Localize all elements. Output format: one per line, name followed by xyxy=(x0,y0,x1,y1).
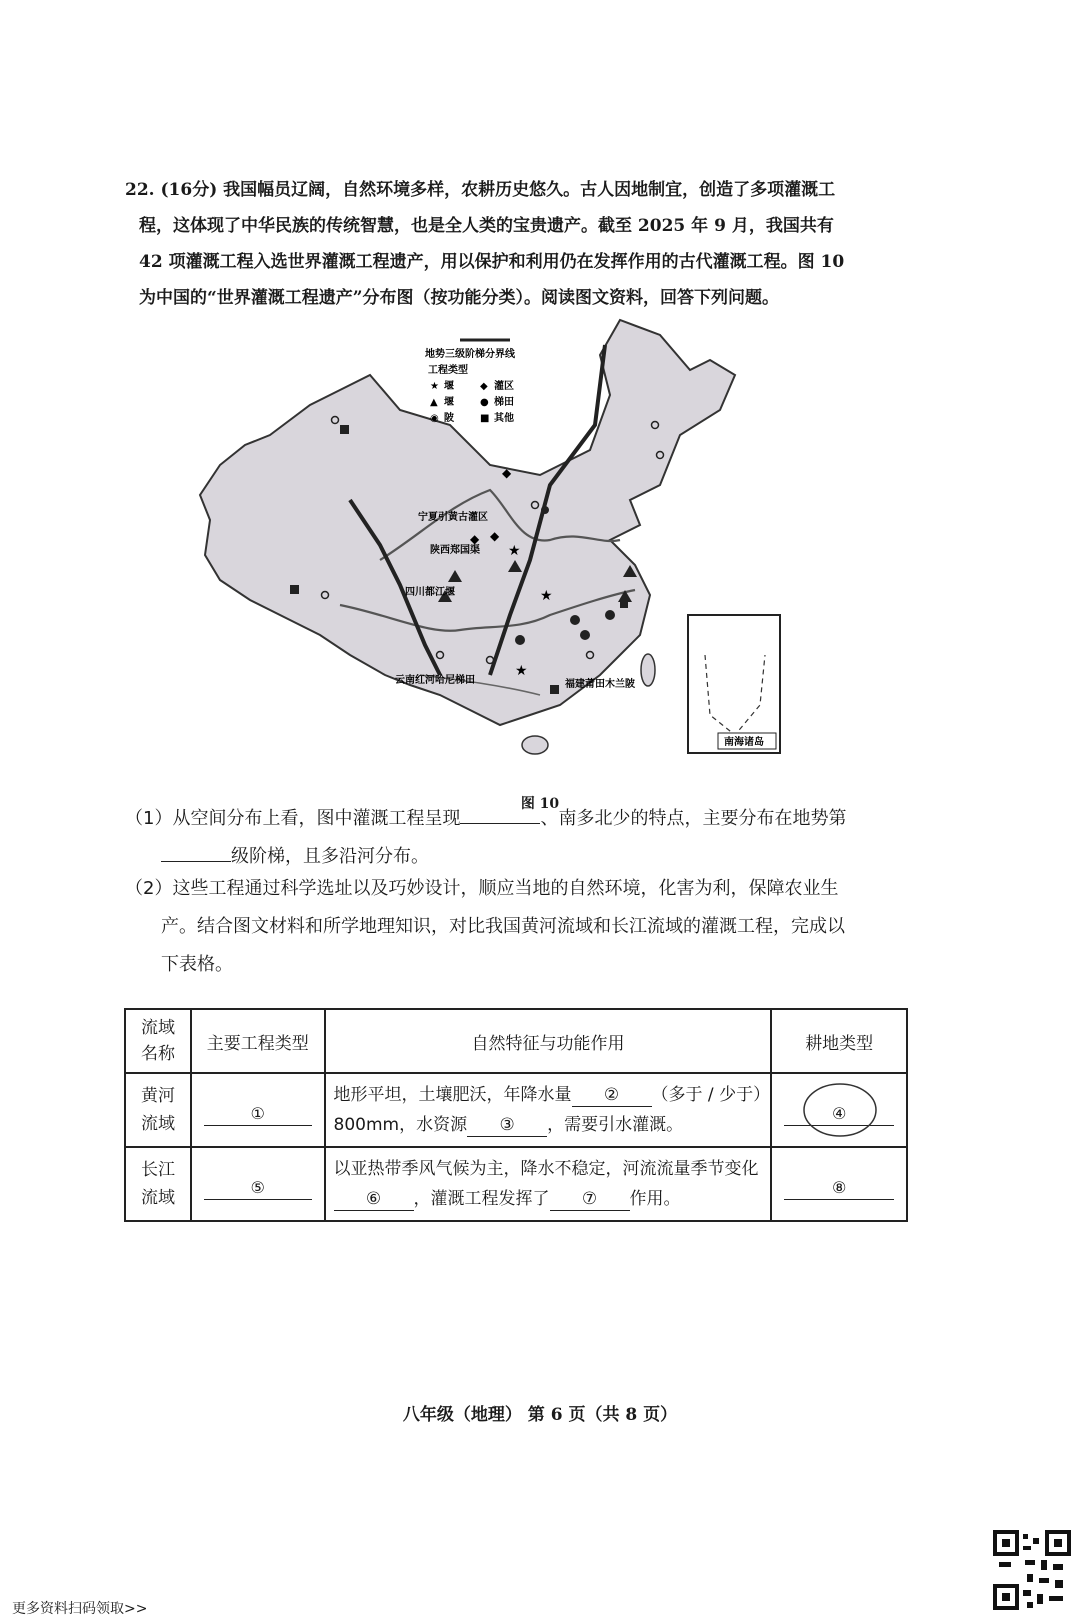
legend-item-2: 灌区 xyxy=(494,381,514,392)
diamond-icon: ◆ xyxy=(480,381,488,392)
answer-field-2[interactable]: ② xyxy=(572,1084,652,1107)
triangle-icon: ▲ xyxy=(430,397,438,408)
answer-field-4[interactable]: ④ xyxy=(784,1103,894,1126)
desc-text: ，需要引水灌溉。 xyxy=(547,1115,684,1135)
row-yangtze-land-cell xyxy=(771,1147,907,1221)
site-marker-dot xyxy=(515,635,525,645)
header-basin-name: 流域名称 xyxy=(125,1009,191,1073)
legend-types: 工程类型 xyxy=(428,365,468,376)
site-marker-square xyxy=(290,585,299,594)
answer-field-6[interactable]: ⑥ xyxy=(334,1188,414,1211)
desc-text: 以亚热带季风气候为主，降水不稳定，河流流量季节变化 xyxy=(333,1159,759,1179)
legend-item-1: 堰 xyxy=(444,381,454,392)
answer-blank-1[interactable] xyxy=(460,801,540,824)
more-resources-link[interactable]: 更多资料扫码领取>> xyxy=(12,1601,148,1617)
place-label: 云南红河哈尼梯田 xyxy=(395,675,475,686)
site-marker-dot xyxy=(605,610,615,620)
legend-item-3: 堰 xyxy=(444,397,454,408)
site-marker-star: ★ xyxy=(515,663,528,679)
sub-question-1 xyxy=(125,800,915,876)
row-yangtze-desc xyxy=(325,1147,772,1221)
page-footer: 八年级（地理） 第 6 页（共 8 页） xyxy=(402,1405,678,1425)
legend-item-5: 陂 xyxy=(444,413,454,424)
sub2-line-3: 下表格。 xyxy=(161,954,233,975)
sub1-part-b: 、南多北少的特点，主要分布在地势第 xyxy=(540,808,847,829)
south-sea-inset xyxy=(688,615,780,753)
place-label: 福建莆田木兰陂 xyxy=(565,679,635,690)
row-yellow-river-type-cell xyxy=(191,1073,325,1147)
site-marker-square xyxy=(550,685,559,694)
site-marker-dot xyxy=(570,615,580,625)
legend-boundary: 地势三级阶梯分界线 xyxy=(425,349,515,360)
row-yangtze-name: 长江流域 xyxy=(125,1147,191,1221)
row-yellow-river-desc xyxy=(325,1073,772,1147)
site-marker-dot xyxy=(580,630,590,640)
row-yellow-river-land-cell xyxy=(771,1073,907,1147)
taiwan-island xyxy=(641,654,655,686)
question-line-1: 22. (16分) 我国幅员辽阔，自然环境多样，农耕历史悠久。古人因地制宜，创造了多项灌溉工 xyxy=(125,180,836,200)
sub2-line-2: 产。结合图文材料和所学地理知识，对比我国黄河流域和长江流域的灌溉工程，完成以 xyxy=(161,916,845,937)
site-marker-star: ★ xyxy=(508,543,521,559)
answer-field-8[interactable]: ⑧ xyxy=(784,1177,894,1200)
qr-code-icon xyxy=(993,1530,1071,1610)
site-marker-dot xyxy=(541,506,549,514)
site-marker-star: ★ xyxy=(540,588,553,604)
sub2-line-1: （2）这些工程通过科学选址以及巧妙设计，顺应当地的自然环境，化害为利，保障农业生 xyxy=(125,878,839,899)
square-icon: ■ xyxy=(480,413,490,424)
map-svg xyxy=(190,315,810,770)
hainan-island xyxy=(522,736,548,754)
circle-icon: ◉ xyxy=(430,413,439,424)
dot-icon: ● xyxy=(480,397,489,408)
answer-field-7[interactable]: ⑦ xyxy=(550,1188,630,1211)
sub-question-2 xyxy=(125,870,915,984)
place-label: 陕西郑国渠 xyxy=(430,545,480,556)
desc-text: ，灌溉工程发挥了 xyxy=(413,1189,550,1209)
qr-code[interactable] xyxy=(993,1530,1071,1610)
header-land-type: 耕地类型 xyxy=(771,1009,907,1073)
star-icon: ★ xyxy=(430,381,439,392)
question-line-2: 程，这体现了中华民族的传统智慧，也是全人类的宝贵遗产。截至 2025 年 9 月，我国共有 xyxy=(139,216,834,236)
desc-text: 地形平坦，土壤肥沃，年降水量 xyxy=(333,1085,572,1105)
handwritten-circle xyxy=(800,1080,880,1140)
header-project-type: 主要工程类型 xyxy=(191,1009,325,1073)
sub1-part-c: 级阶梯，且多沿河分布。 xyxy=(231,846,429,867)
desc-text: 作用。 xyxy=(629,1189,681,1209)
site-marker-square xyxy=(340,425,349,434)
question-22 xyxy=(125,172,915,316)
site-marker-diamond: ◆ xyxy=(490,529,500,543)
figure-caption: 图 10 xyxy=(520,796,560,812)
inset-label: 南海诸岛 xyxy=(724,737,764,748)
answer-field-3[interactable]: ③ xyxy=(467,1114,547,1137)
sub1-part-a: （1）从空间分布上看，图中灌溉工程呈现 xyxy=(125,808,461,829)
place-label: 四川都江堰 xyxy=(405,587,455,598)
site-marker-diamond: ◆ xyxy=(502,466,512,480)
answer-field-1[interactable]: ① xyxy=(204,1103,312,1126)
row-yangtze-type-cell xyxy=(191,1147,325,1221)
answer-field-5[interactable]: ⑤ xyxy=(204,1177,312,1200)
legend-item-6: 其他 xyxy=(494,413,514,424)
site-marker-diamond: ◆ xyxy=(470,532,480,546)
desc-text: （多于 / 少于）800mm，水资源 xyxy=(333,1085,762,1135)
place-label: 宁夏引黄古灌区 xyxy=(418,512,488,523)
comparison-table xyxy=(124,1008,908,1222)
row-yellow-river-name: 黄河流域 xyxy=(125,1073,191,1147)
header-features: 自然特征与功能作用 xyxy=(325,1009,772,1073)
answer-blank-2[interactable] xyxy=(161,839,231,862)
legend-item-4: 梯田 xyxy=(494,397,514,408)
china-irrigation-map xyxy=(190,315,810,770)
question-line-3: 42 项灌溉工程入选世界灌溉工程遗产，用以保护和利用仍在发挥作用的古代灌溉工程。图 10 xyxy=(139,252,845,272)
question-line-4: 为中国的“世界灌溉工程遗产”分布图（按功能分类）。阅读图文资料，回答下列问题。 xyxy=(139,288,780,308)
